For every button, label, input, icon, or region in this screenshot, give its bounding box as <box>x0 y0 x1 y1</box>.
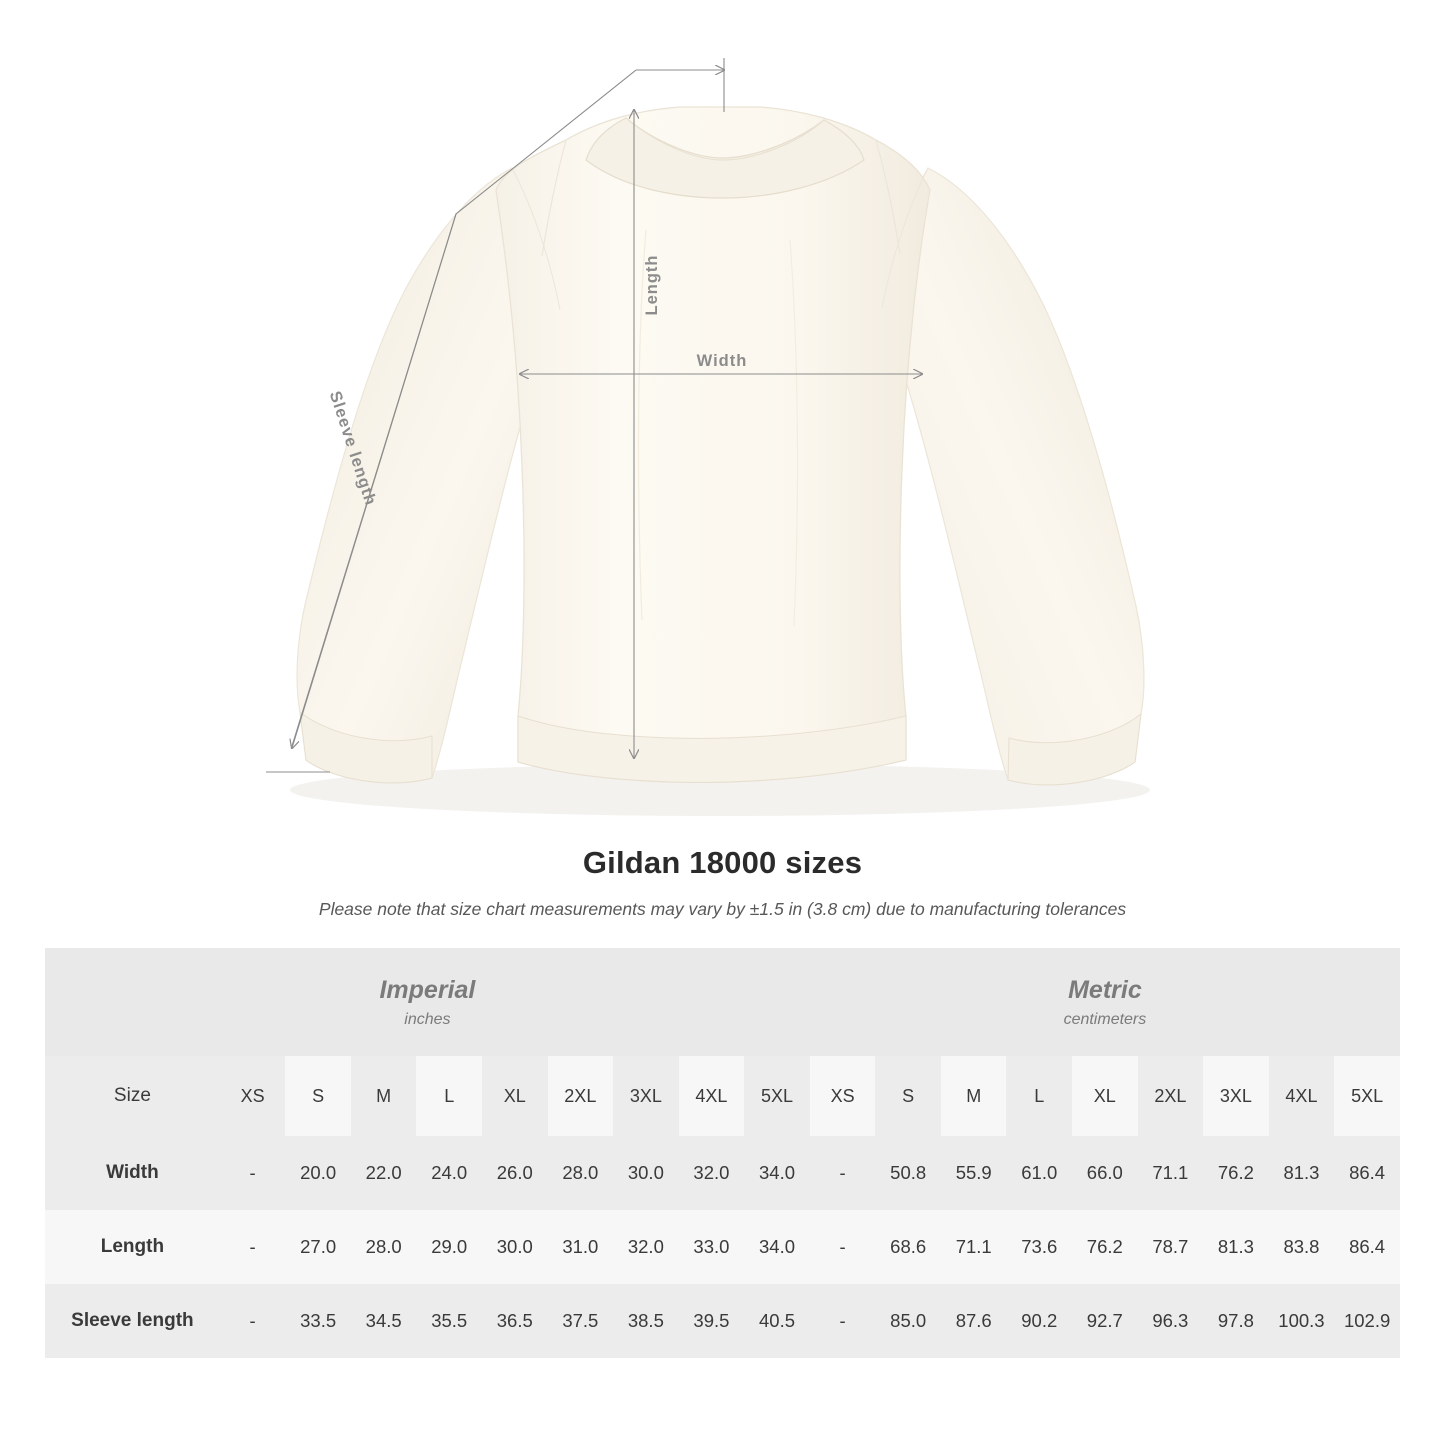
header-imp-xl: XL <box>482 1056 548 1136</box>
width-met-l: 61.0 <box>1006 1136 1072 1210</box>
sleeve-imp-2xl: 37.5 <box>548 1284 614 1358</box>
unit-imperial-sub: inches <box>404 1010 451 1028</box>
length-met-5xl: 86.4 <box>1334 1210 1400 1284</box>
width-imp-5xl: 34.0 <box>744 1136 810 1210</box>
page-title: Gildan 18000 sizes <box>582 845 863 880</box>
header-met-xs: XS <box>810 1056 876 1136</box>
title-block <box>0 845 1445 920</box>
unit-header-row <box>45 948 1400 1056</box>
row-label-width: Width <box>45 1136 220 1210</box>
length-imp-4xl: 33.0 <box>679 1210 745 1284</box>
length-imp-s: 27.0 <box>285 1210 351 1284</box>
header-imp-3xl: 3XL <box>613 1056 679 1136</box>
width-imp-m: 22.0 <box>351 1136 417 1210</box>
sleeve-imp-xs: - <box>220 1284 286 1358</box>
width-imp-xs: - <box>220 1136 286 1210</box>
width-imp-l: 24.0 <box>416 1136 482 1210</box>
width-imp-4xl: 32.0 <box>679 1136 745 1210</box>
header-imp-xs: XS <box>220 1056 286 1136</box>
header-imp-s: S <box>285 1056 351 1136</box>
sleeve-imp-3xl: 38.5 <box>613 1284 679 1358</box>
width-imp-s: 20.0 <box>285 1136 351 1210</box>
length-met-m: 71.1 <box>941 1210 1007 1284</box>
length-met-xs: - <box>810 1210 876 1284</box>
length-met-s: 68.6 <box>875 1210 941 1284</box>
sleeve-imp-m: 34.5 <box>351 1284 417 1358</box>
header-imp-l: L <box>416 1056 482 1136</box>
row-label-sleeve-length: Sleeve length <box>45 1284 220 1358</box>
width-met-xs: - <box>810 1136 876 1210</box>
sleeve-imp-xl: 36.5 <box>482 1284 548 1358</box>
width-met-s: 50.8 <box>875 1136 941 1210</box>
size-table-wrapper <box>0 948 1445 1358</box>
sleeve-met-3xl: 97.8 <box>1203 1284 1269 1358</box>
width-label: Width <box>696 352 748 370</box>
width-met-2xl: 71.1 <box>1138 1136 1204 1210</box>
row-label-length: Length <box>45 1210 220 1284</box>
width-met-4xl: 81.3 <box>1269 1136 1335 1210</box>
length-met-2xl: 78.7 <box>1138 1210 1204 1284</box>
length-imp-m: 28.0 <box>351 1210 417 1284</box>
sleeve-imp-s: 33.5 <box>285 1284 351 1358</box>
size-chart-table <box>45 948 1400 1358</box>
length-imp-xs: - <box>220 1210 286 1284</box>
length-imp-2xl: 31.0 <box>548 1210 614 1284</box>
sweatshirt-graphic <box>297 107 1144 785</box>
header-met-xl: XL <box>1072 1056 1138 1136</box>
header-imp-4xl: 4XL <box>679 1056 745 1136</box>
sleeve-met-4xl: 100.3 <box>1269 1284 1335 1358</box>
tolerance-note: Please note that size chart measurements may vary by ±1.5 in (3.8 cm) due to manufacturing tolerances <box>318 899 1127 919</box>
header-met-4xl: 4XL <box>1269 1056 1335 1136</box>
unit-metric-name: Metric <box>1068 975 1142 1004</box>
length-met-4xl: 83.8 <box>1269 1210 1335 1284</box>
sleeve-met-l: 90.2 <box>1006 1284 1072 1358</box>
width-met-5xl: 86.4 <box>1334 1136 1400 1210</box>
table-row <box>45 1210 1400 1284</box>
width-imp-xl: 26.0 <box>482 1136 548 1210</box>
table-header-row <box>45 1056 1400 1136</box>
length-imp-3xl: 32.0 <box>613 1210 679 1284</box>
sleeve-met-s: 85.0 <box>875 1284 941 1358</box>
width-met-3xl: 76.2 <box>1203 1136 1269 1210</box>
length-met-l: 73.6 <box>1006 1210 1072 1284</box>
length-label: Length <box>643 254 661 316</box>
length-imp-xl: 30.0 <box>482 1210 548 1284</box>
sleeve-met-m: 87.6 <box>941 1284 1007 1358</box>
length-met-xl: 76.2 <box>1072 1210 1138 1284</box>
length-met-3xl: 81.3 <box>1203 1210 1269 1284</box>
header-met-2xl: 2XL <box>1138 1056 1204 1136</box>
width-imp-3xl: 30.0 <box>613 1136 679 1210</box>
header-imp-m: M <box>351 1056 417 1136</box>
header-imp-5xl: 5XL <box>744 1056 810 1136</box>
sleeve-met-xs: - <box>810 1284 876 1358</box>
sleeve-imp-l: 35.5 <box>416 1284 482 1358</box>
table-row <box>45 1136 1400 1210</box>
header-met-3xl: 3XL <box>1203 1056 1269 1136</box>
length-imp-l: 29.0 <box>416 1210 482 1284</box>
unit-metric-cell <box>810 948 1400 1056</box>
unit-imperial-cell <box>45 948 810 1056</box>
sleeve-imp-4xl: 39.5 <box>679 1284 745 1358</box>
sleeve-imp-5xl: 40.5 <box>744 1284 810 1358</box>
header-met-l: L <box>1006 1056 1072 1136</box>
width-imp-2xl: 28.0 <box>548 1136 614 1210</box>
header-met-5xl: 5XL <box>1334 1056 1400 1136</box>
table-row <box>45 1284 1400 1358</box>
sleeve-met-5xl: 102.9 <box>1334 1284 1400 1358</box>
sleeve-length-label: Sleeve length <box>325 388 380 509</box>
header-size-label: Size <box>45 1056 220 1136</box>
header-imp-2xl: 2XL <box>548 1056 614 1136</box>
unit-imperial-name: Imperial <box>379 975 476 1004</box>
unit-metric-sub: centimeters <box>1063 1010 1147 1028</box>
width-met-xl: 66.0 <box>1072 1136 1138 1210</box>
header-met-m: M <box>941 1056 1007 1136</box>
length-imp-5xl: 34.0 <box>744 1210 810 1284</box>
width-met-m: 55.9 <box>941 1136 1007 1210</box>
sleeve-met-2xl: 96.3 <box>1138 1284 1204 1358</box>
sleeve-met-xl: 92.7 <box>1072 1284 1138 1358</box>
header-met-s: S <box>875 1056 941 1136</box>
